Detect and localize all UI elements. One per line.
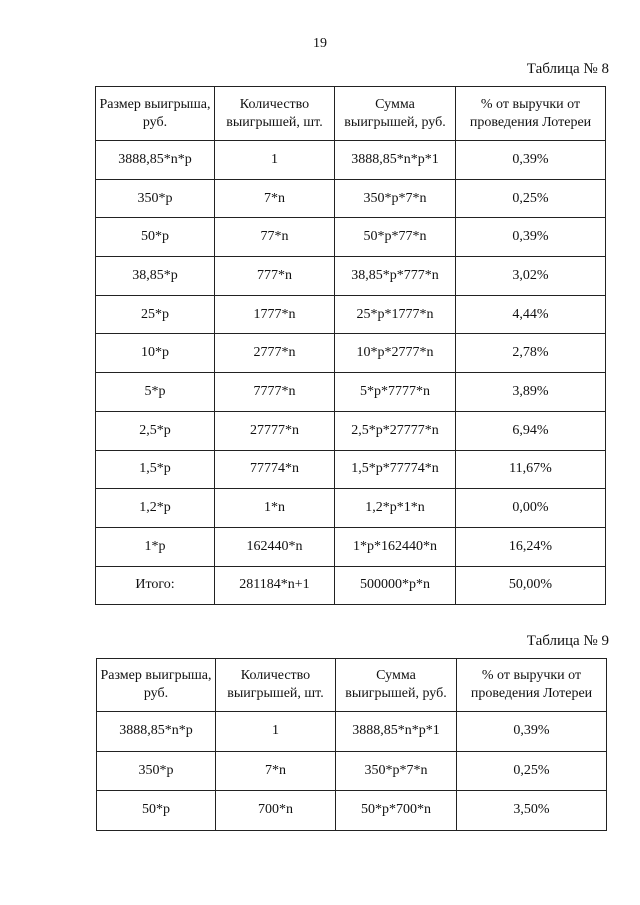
- cell-revenue-percent: 6,94%: [456, 411, 606, 450]
- cell-revenue-percent: 3,02%: [456, 257, 606, 296]
- cell-prize-count: 7*n: [215, 179, 335, 218]
- table-row: [96, 527, 606, 566]
- cell-prize-sum: 50*p*77*n: [335, 218, 456, 257]
- cell-prize-size: Итого:: [96, 566, 215, 605]
- cell-prize-sum: 3888,85*n*p*1: [336, 712, 457, 752]
- table-row: [96, 450, 606, 489]
- cell-revenue-percent: 2,78%: [456, 334, 606, 373]
- cell-revenue-percent: 11,67%: [456, 450, 606, 489]
- cell-prize-count: 777*n: [215, 257, 335, 296]
- table-row: [97, 751, 607, 791]
- header-revenue-percent: % от выручки от проведения Лотереи: [456, 87, 606, 141]
- table-row: [96, 489, 606, 528]
- cell-prize-sum: 3888,85*n*p*1: [335, 141, 456, 180]
- cell-prize-count: 1: [216, 712, 336, 752]
- cell-prize-sum: 350*p*7*n: [335, 179, 456, 218]
- cell-prize-count: 1: [215, 141, 335, 180]
- cell-revenue-percent: 0,39%: [456, 218, 606, 257]
- cell-revenue-percent: 50,00%: [456, 566, 606, 605]
- table-row: [96, 411, 606, 450]
- cell-revenue-percent: 16,24%: [456, 527, 606, 566]
- cell-revenue-percent: 3,89%: [456, 373, 606, 412]
- cell-prize-count: 281184*n+1: [215, 566, 335, 605]
- cell-prize-size: 350*p: [96, 179, 215, 218]
- cell-revenue-percent: 4,44%: [456, 295, 606, 334]
- cell-prize-count: 77*n: [215, 218, 335, 257]
- table-row: [96, 373, 606, 412]
- cell-revenue-percent: 0,25%: [457, 751, 607, 791]
- cell-prize-sum: 1*p*162440*n: [335, 527, 456, 566]
- cell-prize-size: 3888,85*n*p: [97, 712, 216, 752]
- cell-prize-size: 3888,85*n*p: [96, 141, 215, 180]
- cell-revenue-percent: 0,25%: [456, 179, 606, 218]
- table-row: [97, 712, 607, 752]
- cell-prize-sum: 1,2*p*1*n: [335, 489, 456, 528]
- cell-prize-count: 7777*n: [215, 373, 335, 412]
- cell-prize-count: 1*n: [215, 489, 335, 528]
- cell-revenue-percent: 0,00%: [456, 489, 606, 528]
- table-row: [96, 295, 606, 334]
- cell-prize-count: 2777*n: [215, 334, 335, 373]
- header-prize-count: Количество выигрышей, шт.: [215, 87, 335, 141]
- table-row: [97, 791, 607, 831]
- cell-prize-count: 700*n: [216, 791, 336, 831]
- cell-prize-sum: 2,5*p*27777*n: [335, 411, 456, 450]
- cell-prize-sum: 350*p*7*n: [336, 751, 457, 791]
- table-header-row: [97, 659, 607, 712]
- header-revenue-percent: % от выручки от проведения Лотереи: [457, 659, 607, 712]
- cell-prize-count: 162440*n: [215, 527, 335, 566]
- cell-prize-count: 7*n: [216, 751, 336, 791]
- cell-prize-sum: 25*p*1777*n: [335, 295, 456, 334]
- cell-prize-sum: 5*p*7777*n: [335, 373, 456, 412]
- cell-prize-size: 38,85*p: [96, 257, 215, 296]
- prize-table-9: [96, 658, 607, 831]
- cell-prize-sum: 38,85*p*777*n: [335, 257, 456, 296]
- cell-prize-size: 1,5*p: [96, 450, 215, 489]
- cell-revenue-percent: 0,39%: [457, 712, 607, 752]
- cell-prize-size: 1*p: [96, 527, 215, 566]
- cell-prize-sum: 500000*p*n: [335, 566, 456, 605]
- table-caption-8: Таблица № 8: [526, 61, 609, 77]
- cell-prize-count: 77774*n: [215, 450, 335, 489]
- page-number: 19: [313, 36, 327, 51]
- cell-prize-size: 350*p: [97, 751, 216, 791]
- cell-prize-size: 5*p: [96, 373, 215, 412]
- cell-prize-count: 27777*n: [215, 411, 335, 450]
- cell-prize-size: 50*p: [96, 218, 215, 257]
- cell-prize-size: 2,5*p: [96, 411, 215, 450]
- header-prize-size: Размер выигрыша, руб.: [97, 659, 216, 712]
- table-row: [96, 218, 606, 257]
- header-prize-sum: Сумма выигрышей, руб.: [335, 87, 456, 141]
- table-header-row: [96, 87, 606, 141]
- cell-prize-size: 10*p: [96, 334, 215, 373]
- prize-table-8: [95, 86, 606, 605]
- table-row: [96, 257, 606, 296]
- table-row: [96, 334, 606, 373]
- cell-revenue-percent: 0,39%: [456, 141, 606, 180]
- cell-prize-size: 50*p: [97, 791, 216, 831]
- table-caption-9: Таблица № 9: [526, 633, 609, 649]
- cell-prize-sum: 50*p*700*n: [336, 791, 457, 831]
- cell-prize-size: 25*p: [96, 295, 215, 334]
- cell-prize-size: 1,2*p: [96, 489, 215, 528]
- header-prize-size: Размер выигрыша, руб.: [96, 87, 215, 141]
- cell-prize-sum: 10*p*2777*n: [335, 334, 456, 373]
- cell-revenue-percent: 3,50%: [457, 791, 607, 831]
- cell-prize-count: 1777*n: [215, 295, 335, 334]
- cell-prize-sum: 1,5*p*77774*n: [335, 450, 456, 489]
- header-prize-sum: Сумма выигрышей, руб.: [336, 659, 457, 712]
- table-row: [96, 141, 606, 180]
- table-row: [96, 179, 606, 218]
- header-prize-count: Количество выигрышей, шт.: [216, 659, 336, 712]
- table-row: [96, 566, 606, 605]
